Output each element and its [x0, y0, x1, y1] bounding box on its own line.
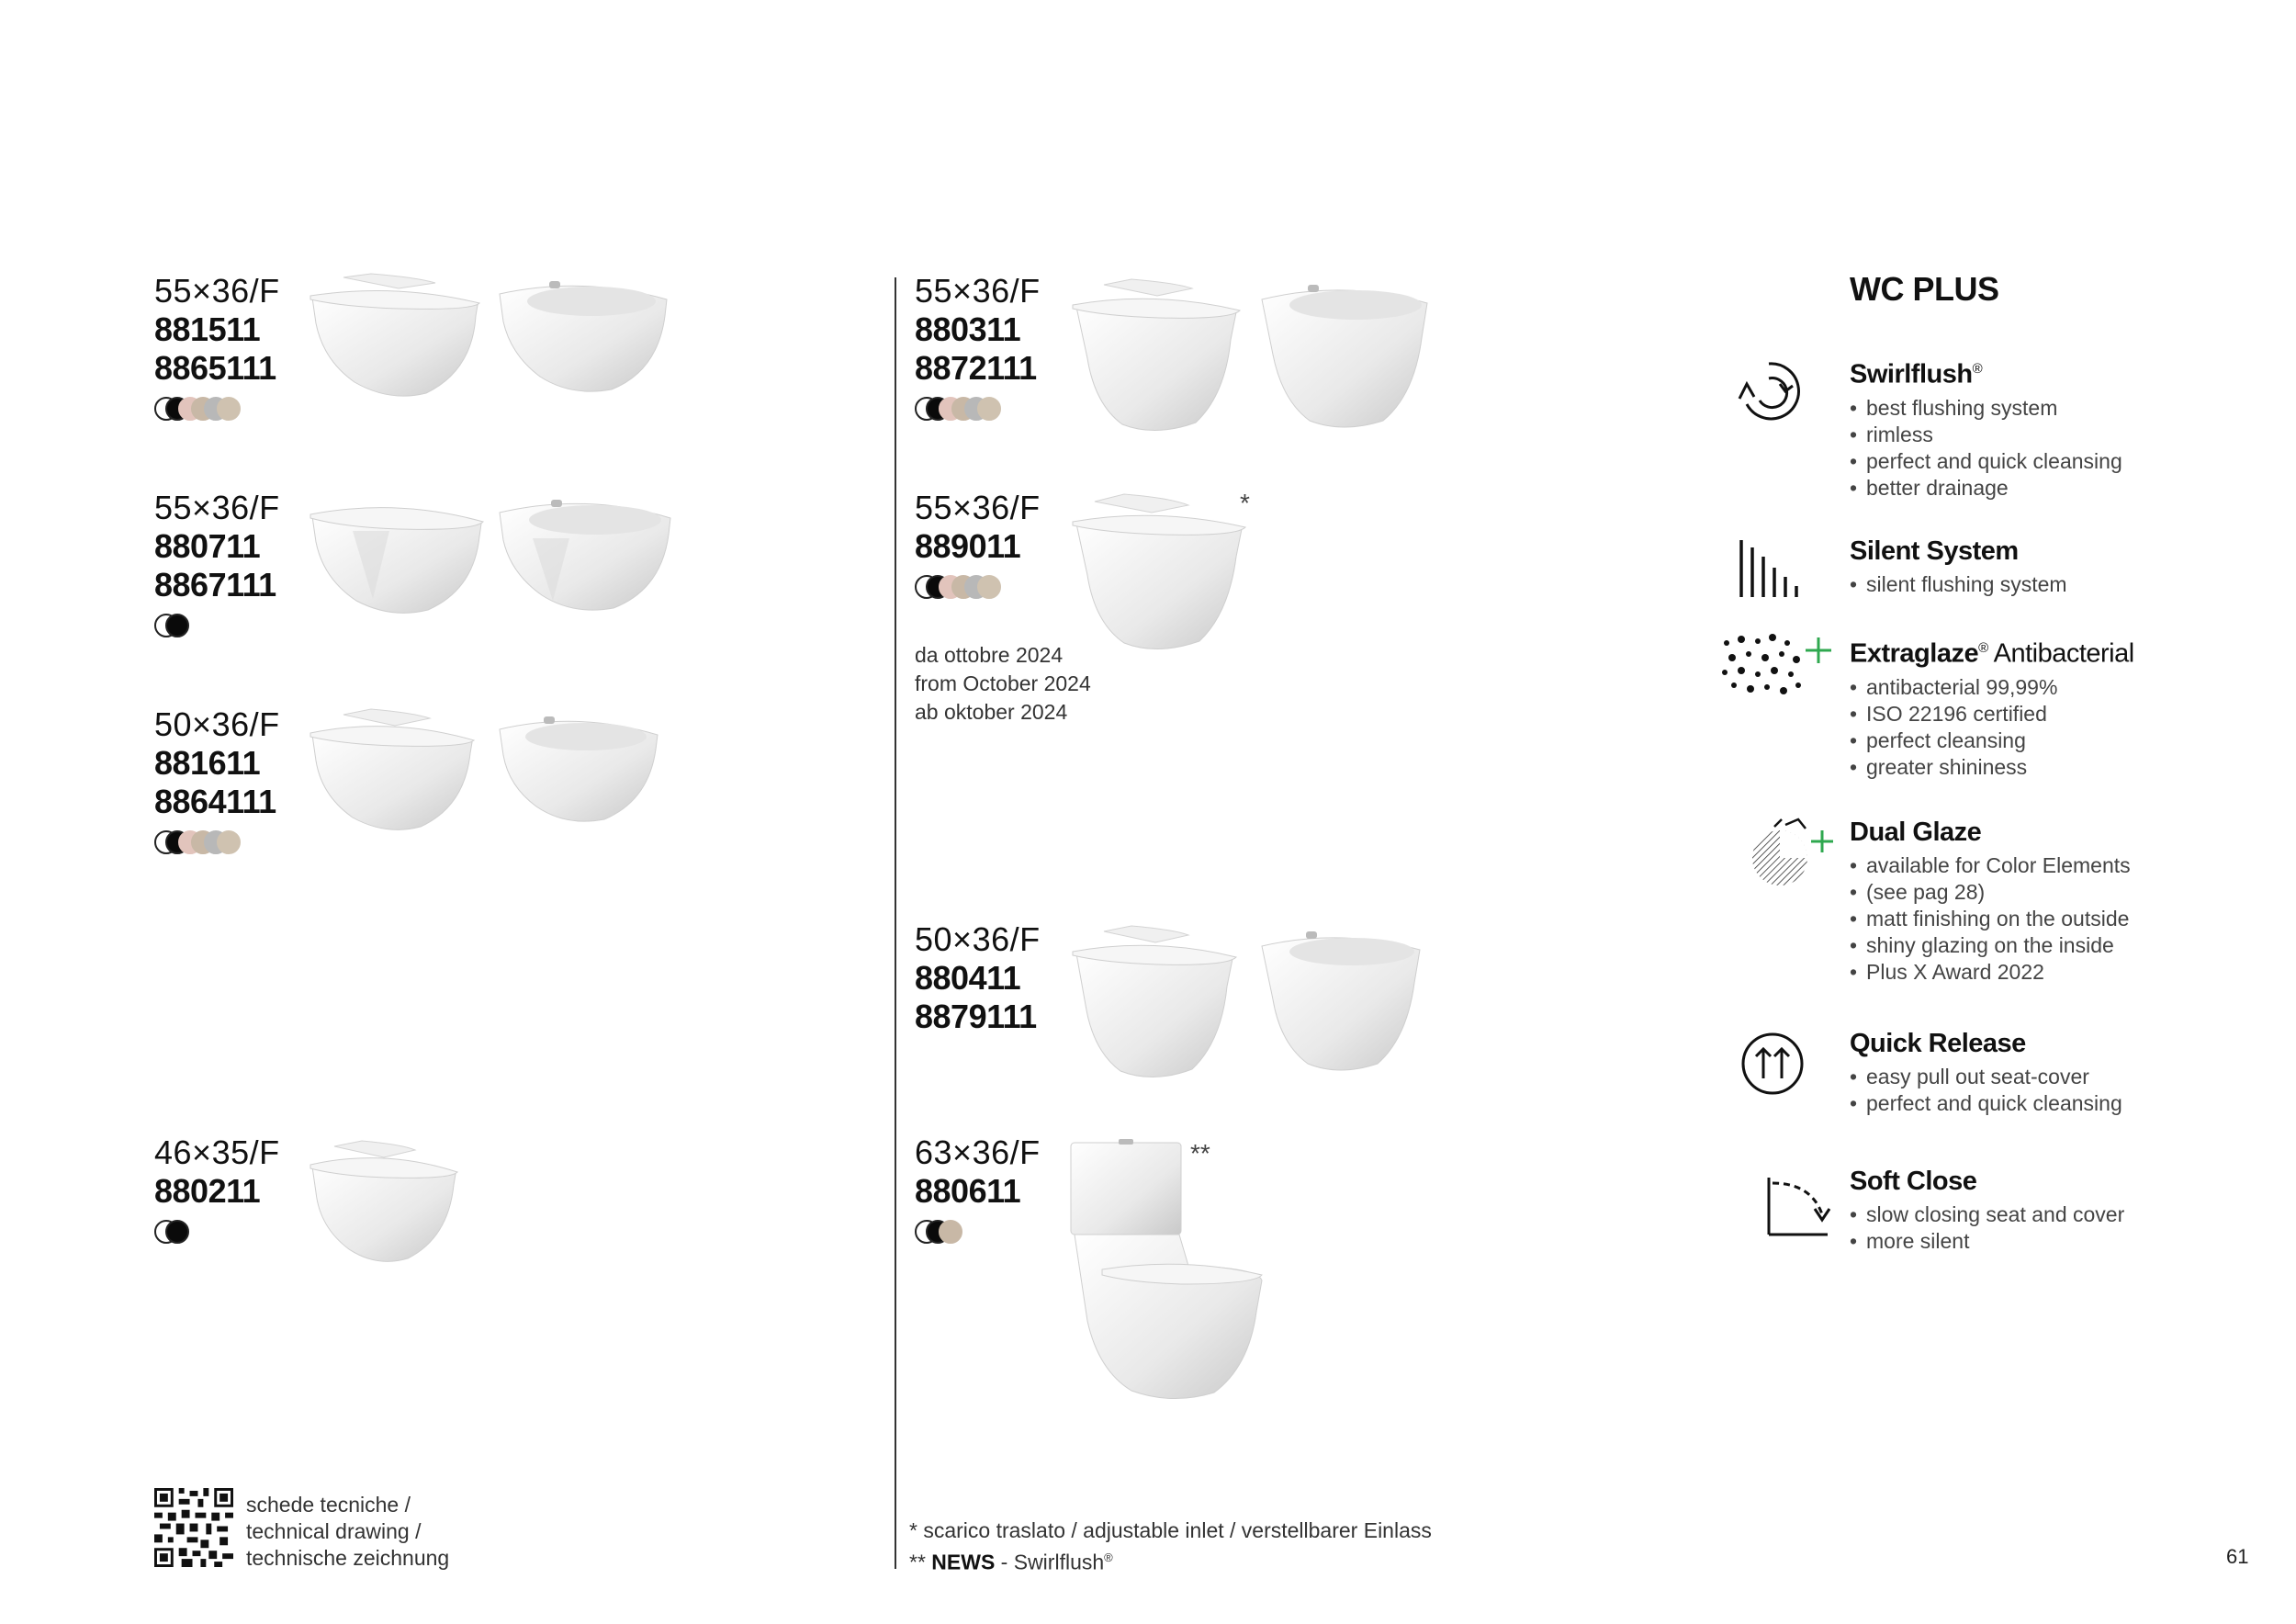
- feature-list: [1850, 674, 2272, 781]
- wc-plus-title: WC PLUS: [1850, 270, 1999, 308]
- feature-item: • silent flushing system: [1850, 571, 2272, 598]
- feature-name-text: Swirlflush: [1850, 359, 1973, 389]
- footnote-inlet: * scarico traslato / adjustable inlet / verstellbarer Einlass: [909, 1518, 1432, 1542]
- feature-item: • more silent: [1850, 1228, 2272, 1255]
- feature-name: Silent System: [1850, 536, 2019, 566]
- floor-standing-bidet-image: [1256, 926, 1424, 1075]
- page-number: 61: [2226, 1545, 2249, 1568]
- product-dims: 50×36/F: [154, 705, 280, 743]
- feature-list: [1850, 1064, 2272, 1117]
- product-dims: 46×35/F: [154, 1133, 280, 1171]
- product-881511: [154, 272, 280, 421]
- product-code: 8872111: [915, 349, 1037, 387]
- silent-system-icon: [1736, 536, 1809, 601]
- feature-item: • perfect cleansing: [1850, 727, 2272, 754]
- feature-item: • available for Color Elements: [1850, 852, 2272, 879]
- wall-hung-wc-image: [307, 707, 476, 836]
- color-swatches: [154, 397, 280, 421]
- feature-name-suffix: Antibacterial: [1987, 638, 2134, 669]
- product-code: 880411: [915, 959, 1021, 997]
- color-swatches: [915, 575, 1041, 599]
- feature-item: • rimless: [1850, 422, 2272, 448]
- product-code: 8865111: [154, 349, 276, 387]
- feature-list: [1850, 395, 2272, 502]
- technical-drawing-link[interactable]: [246, 1492, 449, 1572]
- product-code: 880711: [154, 527, 261, 565]
- floor-standing-wc-image: [1067, 491, 1247, 652]
- wall-hung-wc-image: [307, 272, 481, 400]
- feature-item: • matt finishing on the outside: [1850, 906, 2272, 932]
- product-code: 880311: [915, 310, 1021, 348]
- footer-text-line: technische zeichnung: [246, 1546, 450, 1570]
- feature-quick-release: [1850, 1027, 2272, 1117]
- feature-item: • perfect and quick cleansing: [1850, 1090, 2272, 1117]
- feature-item: • shiny glazing on the inside: [1850, 932, 2272, 959]
- feature-item: • better drainage: [1850, 475, 2272, 502]
- registered-mark: ®: [1104, 1551, 1113, 1564]
- product-880211: [154, 1133, 280, 1244]
- swatch-black: [165, 1220, 189, 1244]
- registered-mark: ®: [1972, 361, 1983, 377]
- product-code: 889011: [915, 527, 1021, 565]
- product-dims: 50×36/F: [915, 920, 1041, 958]
- product-880611: [915, 1133, 1041, 1244]
- color-swatches: [154, 614, 280, 637]
- swatch-black: [165, 614, 189, 637]
- product-880311: [915, 272, 1041, 421]
- feature-name: [1850, 632, 2272, 671]
- feature-item: • easy pull out seat-cover: [1850, 1064, 2272, 1090]
- note-line: da ottobre 2024: [915, 643, 1064, 667]
- floor-standing-wc-image: [1067, 922, 1238, 1080]
- note-line: from October 2024: [915, 671, 1091, 695]
- color-swatches: [154, 830, 280, 854]
- product-881611: [154, 705, 280, 854]
- footer-text-line: schede tecniche /: [246, 1493, 411, 1517]
- swatch-beige: [977, 397, 1001, 421]
- close-coupled-wc-image: [1065, 1137, 1267, 1402]
- feature-item: • Plus X Award 2022: [1850, 959, 2272, 986]
- feature-name: Soft Close: [1850, 1167, 1977, 1196]
- feature-name: Dual Glaze: [1850, 818, 1982, 847]
- feature-list: [1850, 1201, 2272, 1255]
- feature-item: • best flushing system: [1850, 395, 2272, 422]
- antibacterial-icon: [1721, 634, 1840, 698]
- news-label: NEWS: [931, 1550, 996, 1574]
- feature-item: • slow closing seat and cover: [1850, 1201, 2272, 1228]
- feature-name: Quick Release: [1850, 1029, 2026, 1058]
- swirl-flush-icon: [1734, 356, 1809, 426]
- column-divider: [895, 277, 896, 1569]
- feature-extraglaze: [1850, 632, 2272, 781]
- wall-hung-wc-image: [307, 1139, 459, 1268]
- product-code: 880211: [154, 1172, 261, 1210]
- note-line: ab oktober 2024: [915, 700, 1068, 724]
- wall-hung-bidet-image: [496, 276, 670, 395]
- floor-standing-bidet-image: [1256, 277, 1431, 432]
- feature-item: • antibacterial 99,99%: [1850, 674, 2272, 701]
- feature-swirlflush: [1850, 353, 2272, 502]
- floor-standing-wc-image: [1067, 276, 1242, 434]
- footnote-news-text: - Swirlflush: [995, 1550, 1105, 1574]
- product-code: 8879111: [915, 998, 1037, 1035]
- color-swatches: [154, 1220, 280, 1244]
- footnote-stars: **: [909, 1550, 932, 1574]
- feature-soft-close: [1850, 1165, 2272, 1255]
- soft-close-icon: [1763, 1174, 1833, 1238]
- swatch-beige: [217, 397, 241, 421]
- feature-name: [1850, 353, 2272, 391]
- product-code: 881611: [154, 744, 261, 782]
- footnotes: [909, 1517, 1432, 1576]
- swatch-beige: [977, 575, 1001, 599]
- color-swatches: [915, 397, 1041, 421]
- feature-list: [1850, 571, 2272, 598]
- registered-mark: ®: [1978, 640, 1988, 656]
- footnote-star: **: [1190, 1139, 1210, 1167]
- feature-silent-system: [1850, 535, 2272, 598]
- wall-hung-bidet-image: [496, 711, 661, 825]
- product-dims: 55×36/F: [154, 489, 280, 526]
- product-889011: [915, 489, 1041, 599]
- product-code: 880611: [915, 1172, 1021, 1210]
- footnote-news: [909, 1544, 1432, 1576]
- feature-item: • (see pag 28): [1850, 879, 2272, 906]
- feature-dual-glaze: [1850, 816, 2272, 986]
- product-880711: [154, 489, 280, 637]
- feature-name-text: Extraglaze: [1850, 638, 1979, 669]
- product-dims: 55×36/F: [154, 272, 280, 310]
- color-swatches: [915, 1220, 1041, 1244]
- product-880411: [915, 920, 1041, 1036]
- feature-item: • perfect and quick cleansing: [1850, 448, 2272, 475]
- product-dims: 63×36/F: [915, 1133, 1041, 1171]
- wall-hung-wc-image: [307, 489, 487, 617]
- footer-text-line: technical drawing /: [246, 1519, 422, 1543]
- swatch-taupe: [939, 1220, 962, 1244]
- product-dims: 55×36/F: [915, 272, 1041, 310]
- feature-item: • greater shininess: [1850, 754, 2272, 781]
- product-dims: 55×36/F: [915, 489, 1041, 526]
- quick-release-icon: [1739, 1031, 1806, 1097]
- dual-glaze-icon: [1749, 816, 1837, 889]
- product-code: 8864111: [154, 783, 276, 820]
- feature-list: [1850, 852, 2272, 986]
- product-code: 8867111: [154, 566, 276, 603]
- feature-item: • ISO 22196 certified: [1850, 701, 2272, 727]
- product-code: 881511: [154, 310, 261, 348]
- qr-code-icon[interactable]: [154, 1488, 233, 1567]
- availability-note: [915, 641, 1091, 727]
- swatch-beige: [217, 830, 241, 854]
- wall-hung-bidet-image: [496, 492, 674, 614]
- footnote-star: *: [1240, 489, 1250, 517]
